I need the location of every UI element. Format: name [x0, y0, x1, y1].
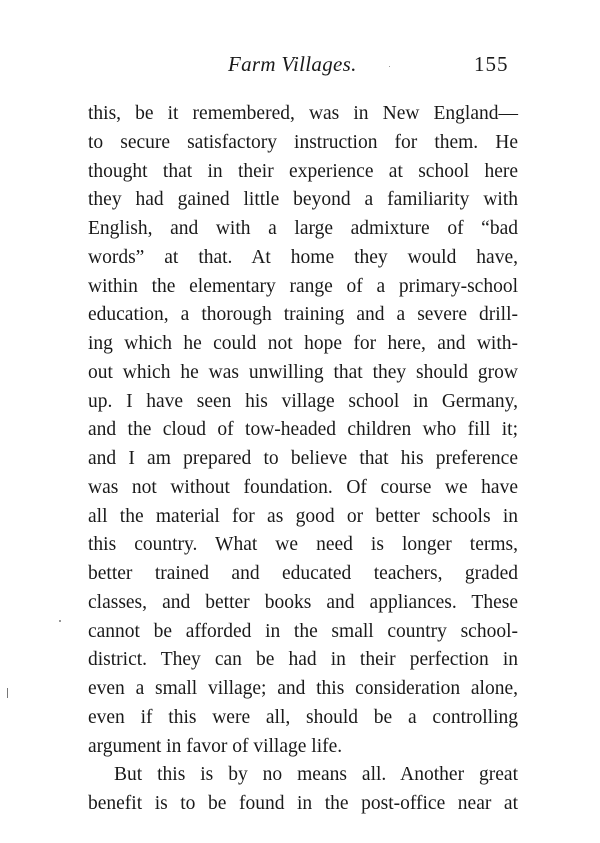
page-header: [0, 52, 600, 82]
text-line: thought that in their experience at school here: [88, 160, 518, 182]
text-line: was not without foundation. Of course we have: [88, 476, 518, 498]
paper-speck: [7, 688, 8, 698]
running-title: Farm Villages.: [228, 52, 357, 76]
text-line: even a small village; and this consideration alone,: [88, 678, 518, 699]
text-line: and the cloud of tow-headed children who fill it;: [88, 419, 518, 441]
text-line: out which he was unwilling that they should grow: [88, 361, 518, 383]
body-text: [88, 100, 518, 819]
paragraph-start-line: But this is by no means all. Another great: [114, 764, 518, 786]
text-line: they had gained little beyond a familiarity with: [88, 189, 518, 211]
text-line: classes, and better books and appliances. These: [88, 591, 518, 613]
text-line: cannot be afforded in the small country school-: [88, 620, 518, 642]
text-line: words” at that. At home they would have,: [88, 246, 518, 268]
paper-speck: [389, 66, 390, 67]
paragraph-end-line: argument in favor of village life.: [88, 735, 343, 757]
text-line: English, and with a large admixture of “bad: [88, 218, 518, 239]
text-line: this, be it remembered, was in New England—: [88, 103, 518, 124]
text-line: all the material for as good or better schools in: [88, 505, 518, 527]
text-line: ing which he could not hope for here, and with-: [88, 333, 518, 354]
text-line: up. I have seen his village school in Germany,: [88, 390, 518, 412]
text-line: district. They can be had in their perfection in: [88, 649, 518, 671]
text-line: and I am prepared to believe that his preference: [88, 448, 518, 469]
text-line: within the elementary range of a primary-school: [88, 275, 518, 297]
text-line: education, a thorough training and a severe drill-: [88, 304, 518, 326]
page-number: 155: [474, 52, 509, 76]
text-line: even if this were all, should be a controlling: [88, 706, 518, 728]
text-line: this country. What we need is longer terms,: [88, 534, 518, 556]
text-line: to secure satisfactory instruction for them. He: [88, 131, 518, 153]
text-line: better trained and educated teachers, graded: [88, 563, 518, 584]
paper-speck: [59, 620, 61, 622]
text-line: benefit is to be found in the post-office near at: [88, 793, 518, 814]
